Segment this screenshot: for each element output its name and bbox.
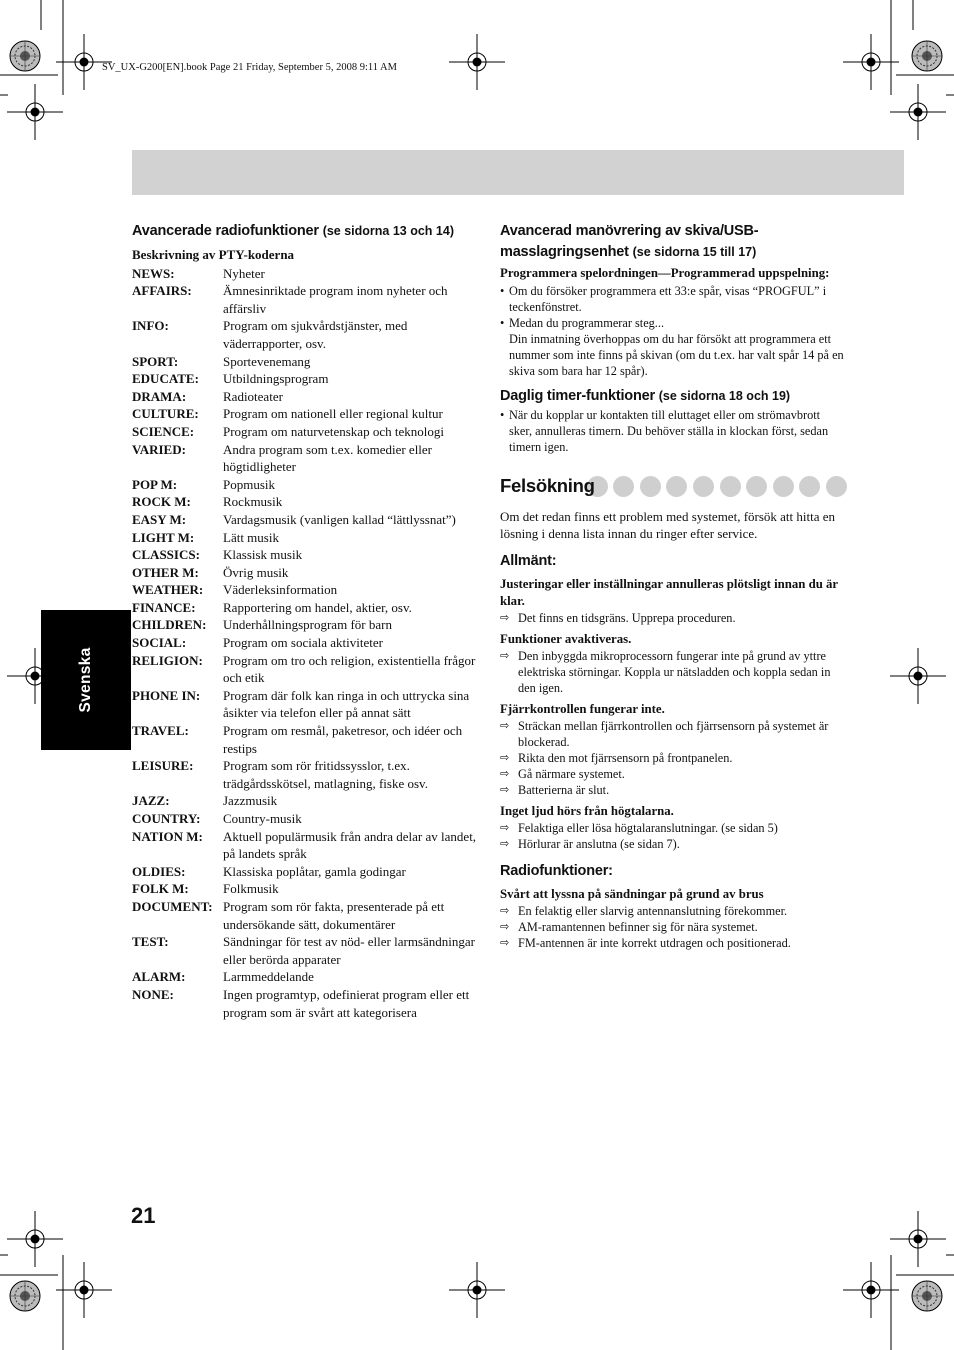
problem-title: Inget ljud hörs från högtalarna.: [500, 804, 674, 818]
program-bullet-2-cont: Din inmatning överhoppas om du har försökt att programmera ett nummer som inte finns på skivan (om du t.ex. har valt spår 14 på en skiva som bara har 12 spår).: [509, 332, 844, 378]
arrow-right-icon: ⇨: [500, 904, 510, 917]
pty-description: Sportevenemang: [223, 353, 311, 369]
adv-disc-heading: Avancerad manövrering av skiva/USB- masslagringsenhet (se sidorna 15 till 17): [500, 223, 759, 260]
solution-item: [500, 718, 845, 750]
pty-code: LEISURE:: [132, 758, 194, 774]
pty-code: FINANCE:: [132, 599, 196, 615]
pty-code: NATION M:: [132, 828, 203, 844]
pty-description: Klassiska poplåtar, gamla godingar: [223, 863, 406, 879]
pty-description: Program där folk kan ringa in och uttrycka sina åsikter via telefon eller på annat sätt: [223, 687, 470, 721]
radio-trouble-list: [500, 886, 845, 951]
arrow-right-icon: ⇨: [500, 649, 510, 662]
pty-row: [132, 933, 477, 968]
general-heading: Allmänt:: [500, 553, 557, 569]
pty-code: EDUCATE:: [132, 371, 199, 387]
decorative-dot: [720, 476, 741, 497]
pty-description: Program om resmål, paketresor, och idéer och restips: [223, 723, 463, 756]
arrow-right-icon: ⇨: [500, 611, 510, 624]
pty-description: Väderleksinformation: [223, 582, 338, 598]
pty-code: WEATHER:: [132, 582, 204, 598]
pty-description: Program om tro och religion, existentiella frågor och etik: [223, 652, 476, 686]
arrow-right-icon: ⇨: [500, 719, 510, 732]
decorative-dot: [693, 476, 714, 497]
pty-row: [132, 898, 477, 933]
troubleshooting-heading: Felsökning: [500, 473, 845, 499]
radio-advanced-heading: Avancerade radiofunktioner (se sidorna 13 och 14): [132, 223, 454, 239]
arrow-right-icon: ⇨: [500, 936, 510, 949]
program-bullet-1: • Om du försöker programmera ett 33:e spår, visas “PROGFUL” i teckenfönstret.: [500, 283, 845, 315]
pty-row: [132, 792, 477, 810]
pty-description: Utbildningsprogram: [223, 371, 329, 387]
solution-item: [500, 648, 845, 696]
pty-code: AFFAIRS:: [132, 283, 192, 299]
pty-row: [132, 493, 477, 511]
pty-code: JAZZ:: [132, 793, 170, 809]
radio-advanced-ref: (se sidorna 13 och 14): [322, 224, 454, 238]
solution-item: [500, 820, 845, 836]
pty-description: Övrig musik: [223, 564, 289, 580]
pty-code: FOLK M:: [132, 881, 189, 897]
right-column: [500, 221, 845, 951]
pty-description: Rapportering om handel, aktier, osv.: [223, 599, 412, 615]
solution-text: AM-ramantennen befinner sig för nära systemet.: [518, 920, 758, 934]
troubleshooting-intro: Om det redan finns ett problem med systemet, försök att hitta en lösning i denna lista innan du ringer efter service.: [500, 509, 836, 541]
general-list: [500, 576, 845, 852]
pty-description: Nyheter: [223, 265, 265, 281]
decorative-dot: [640, 476, 661, 497]
pty-description: Program som rör fritidssysslor, t.ex. trädgårdsskötsel, matlagning, fiske osv.: [223, 758, 428, 791]
pty-description: Ämnesinriktade program inom nyheter och affärsliv: [223, 283, 448, 316]
problem-title: Fjärrkontrollen fungerar inte.: [500, 702, 665, 716]
solution-text: Batterierna är slut.: [518, 783, 610, 797]
solution-text: Rikta den mot fjärrsensorn på frontpanelen.: [518, 751, 733, 765]
page-number: 21: [131, 1203, 156, 1228]
pty-code: NEWS:: [132, 265, 175, 281]
pty-description: Larmmeddelande: [223, 969, 314, 985]
pty-title: Beskrivning av PTY-koderna: [132, 247, 295, 262]
solution-text: En felaktig eller slarvig antennanslutning förekommer.: [518, 904, 788, 918]
pty-description: Popmusik: [223, 476, 276, 492]
solution-text: Sträckan mellan fjärrkontrollen och fjärrsensorn på systemet är blockerad.: [518, 719, 829, 749]
solution-item: [500, 750, 845, 766]
pty-description: Aktuell populärmusik från andra delar av landet, på landets språk: [223, 828, 477, 862]
pty-description: Underhållningsprogram för barn: [223, 617, 392, 633]
solution-item: [500, 919, 845, 935]
problem-title: Funktioner avaktiveras.: [500, 632, 632, 646]
pty-description: Radioteater: [223, 388, 283, 404]
timer-heading: Daglig timer-funktioner (se sidorna 18 och 19): [500, 388, 791, 404]
pty-code: SCIENCE:: [132, 423, 195, 439]
pty-code: OLDIES:: [132, 863, 186, 879]
pty-description: Sändningar för test av nöd- eller larmsändningar eller berörda apparater: [223, 934, 475, 967]
pty-row: [132, 616, 477, 634]
heading-dots: [597, 476, 847, 497]
pty-row: [132, 511, 477, 529]
arrow-right-icon: ⇨: [500, 837, 510, 850]
pty-row: [132, 265, 477, 283]
pty-row: [132, 757, 477, 792]
pty-code: SPORT:: [132, 353, 179, 369]
pty-description: Lätt musik: [223, 529, 279, 545]
language-tab-label: Svenska: [77, 647, 94, 713]
pty-description: Program om naturvetenskap och teknologi: [223, 423, 444, 439]
pty-description: Program om sjukvårdstjänster, med väderrapporter, osv.: [223, 318, 408, 351]
solution-item: [500, 766, 845, 782]
pty-row: [132, 546, 477, 564]
pty-row: [132, 652, 477, 687]
pty-code: TRAVEL:: [132, 723, 189, 739]
pty-row: [132, 441, 477, 476]
pty-code: CLASSICS:: [132, 547, 200, 563]
pty-code: LIGHT M:: [132, 529, 195, 545]
decorative-dot: [773, 476, 794, 497]
program-title: Programmera spelordningen—Programmerad uppspelning:: [500, 266, 830, 280]
pty-code: POP M:: [132, 476, 178, 492]
pty-row: [132, 317, 477, 352]
pty-description: Klassisk musik: [223, 547, 303, 563]
pty-row: [132, 388, 477, 406]
pty-code: EASY M:: [132, 511, 187, 527]
pty-description: Andra program som t.ex. komedier eller högtidligheter: [223, 441, 433, 475]
problem-title: Justeringar eller inställningar annulleras plötsligt innan du är klar.: [500, 577, 838, 608]
pty-code: CHILDREN:: [132, 617, 207, 633]
decorative-dot: [746, 476, 767, 497]
pty-description: Jazzmusik: [223, 793, 278, 809]
pty-description: Rockmusik: [223, 494, 283, 510]
pty-code: INFO:: [132, 318, 169, 334]
decorative-dot: [666, 476, 687, 497]
problem-title: Svårt att lyssna på sändningar på grund av brus: [500, 887, 764, 901]
pty-description: Country-musik: [223, 811, 302, 826]
pty-row: [132, 687, 477, 722]
pty-row: [132, 423, 477, 441]
pty-table: [132, 265, 477, 1022]
pty-description: Program om sociala aktiviteter: [223, 635, 383, 651]
pty-row: [132, 986, 477, 1021]
decorative-dot: [799, 476, 820, 497]
pty-row: [132, 405, 477, 423]
decorative-dot: [613, 476, 634, 497]
timer-bullet: • När du kopplar ur kontakten till eluttaget eller om strömavbrott sker, annulleras timern. Du behöver ställa in klockan först, sedan timern igen.: [500, 407, 845, 455]
solution-item: [500, 782, 845, 798]
pty-row: [132, 634, 477, 652]
arrow-right-icon: ⇨: [500, 783, 510, 796]
pty-row: [132, 722, 477, 757]
solution-text: Det finns en tidsgräns. Upprepa proceduren.: [518, 611, 736, 625]
language-tab: [41, 610, 131, 750]
pty-row: [132, 880, 477, 898]
solution-text: Den inbyggda mikroprocessorn fungerar inte på grund av yttre elektriska störningar. Koppla ur nätsladden och koppla sedan in den igen.: [518, 649, 831, 695]
pty-code: DOCUMENT:: [132, 898, 213, 914]
solution-item: [500, 935, 845, 951]
pty-code: RELIGION:: [132, 652, 203, 668]
radio-trouble-heading: Radiofunktioner:: [500, 863, 613, 879]
arrow-right-icon: ⇨: [500, 821, 510, 834]
solution-text: FM-antennen är inte korrekt utdragen och positionerad.: [518, 936, 791, 950]
arrow-right-icon: ⇨: [500, 920, 510, 933]
solution-item: [500, 836, 845, 852]
pty-row: [132, 282, 477, 317]
solution-item: [500, 610, 845, 626]
section-band: [132, 150, 904, 195]
pty-code: VARIED:: [132, 441, 186, 457]
pty-row: [132, 828, 477, 863]
pty-code: TEST:: [132, 934, 169, 950]
pty-row: [132, 476, 477, 494]
pty-row: [132, 863, 477, 881]
solution-text: Gå närmare systemet.: [518, 767, 625, 781]
timer-ref: (se sidorna 18 och 19): [658, 389, 791, 403]
pty-code: CULTURE:: [132, 406, 199, 422]
program-bullet-2: • Medan du programmerar steg...: [500, 315, 845, 331]
pty-description: Vardagsmusik (vanligen kallad “lättlyssnat”): [223, 511, 456, 527]
pty-row: [132, 968, 477, 986]
left-column: [132, 221, 477, 1021]
pty-row: [132, 370, 477, 388]
adv-disc-ref: (se sidorna 15 till 17): [632, 245, 757, 259]
pty-row: [132, 581, 477, 599]
pty-description: Program som rör fakta, presenterade på ett undersökande sätt, dokumentärer: [223, 898, 445, 932]
pty-code: SOCIAL:: [132, 635, 187, 651]
pty-code: PHONE IN:: [132, 687, 201, 703]
decorative-dot: [826, 476, 847, 497]
pty-code: NONE:: [132, 986, 174, 1002]
pty-code: OTHER M:: [132, 564, 199, 580]
pty-row: [132, 353, 477, 371]
arrow-right-icon: ⇨: [500, 751, 510, 764]
pty-row: [132, 564, 477, 582]
arrow-right-icon: ⇨: [500, 767, 510, 780]
pty-description: Ingen programtyp, odefinierat program eller ett program som är svårt att kategorisera: [223, 986, 470, 1020]
pty-description: Folkmusik: [223, 881, 279, 897]
solution-text: Felaktiga eller lösa högtalaranslutningar. (se sidan 5): [518, 821, 778, 835]
pty-row: [132, 529, 477, 547]
solution-text: Hörlurar är anslutna (se sidan 7).: [518, 837, 680, 851]
pty-row: [132, 599, 477, 617]
pty-code: COUNTRY:: [132, 811, 201, 826]
print-header: SV_UX-G200[EN].book Page 21 Friday, September 5, 2008 9:11 AM: [102, 62, 397, 73]
pty-row: [132, 810, 477, 828]
pty-code: DRAMA:: [132, 388, 187, 404]
solution-item: [500, 903, 845, 919]
pty-code: ALARM:: [132, 969, 186, 985]
pty-code: ROCK M:: [132, 494, 191, 510]
pty-description: Program om nationell eller regional kultur: [223, 406, 443, 422]
